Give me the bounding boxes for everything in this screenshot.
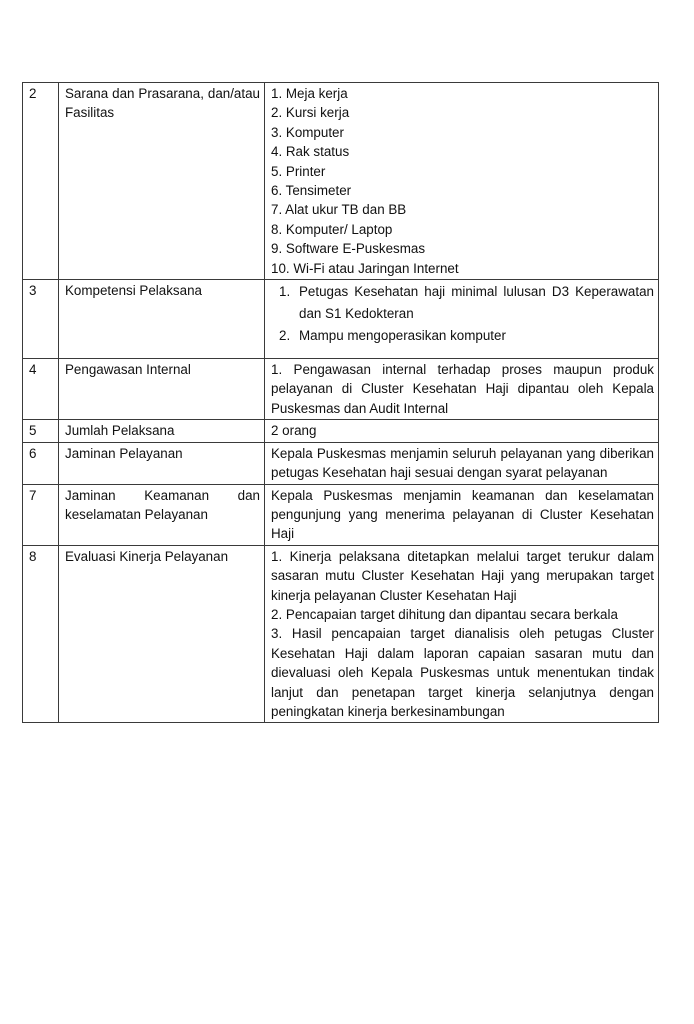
list-item: 9. Software E-Puskesmas	[271, 241, 426, 257]
row-label: Evaluasi Kinerja Pelayanan	[59, 545, 265, 723]
table-row	[23, 420, 659, 442]
list-item: 7. Alat ukur TB dan BB	[271, 202, 407, 218]
table-row	[23, 442, 659, 484]
list-item: 10. Wi-Fi atau Jaringan Internet	[271, 260, 459, 276]
paragraph: 3. Hasil pencapaian target dianalisis oleh petugas Cluster Kesehatan Haji dalam laporan capaian sasaran mutu dan dievaluasi oleh Kepala Puskesmas untuk menentukan tindak lanjut dan penetapan target kinerja selanjutnya dengan peningkatan kinerja berkesinambungan	[271, 626, 654, 719]
list-item: 6. Tensimeter	[271, 183, 352, 199]
row-content: Kepala Puskesmas menjamin keamanan dan keselamatan pengunjung yang menerima pelayanan di Cluster Kesehatan Haji	[265, 484, 659, 545]
list-item: 5. Printer	[271, 163, 326, 179]
row-label: Jaminan Keamanan dan keselamatan Pelayanan	[59, 484, 265, 545]
table-row	[23, 359, 659, 420]
row-number: 7	[23, 484, 59, 545]
list-number: 1.	[279, 284, 291, 300]
row-number: 2	[23, 83, 59, 280]
table-row	[23, 484, 659, 545]
list-number: 2.	[279, 328, 291, 344]
list-item: 3. Komputer	[271, 124, 344, 140]
row-label: Pengawasan Internal	[59, 359, 265, 420]
row-number: 4	[23, 359, 59, 420]
list-text: Mampu mengoperasikan komputer	[299, 328, 506, 344]
list-item	[271, 325, 654, 347]
list-item: 4. Rak status	[271, 144, 350, 160]
table-row	[23, 280, 659, 359]
list-item: 8. Komputer/ Laptop	[271, 221, 393, 237]
table-row	[23, 545, 659, 723]
paragraph: 2. Pencapaian target dihitung dan dipantau secara berkala	[271, 606, 618, 622]
row-label: Jaminan Pelayanan	[59, 442, 265, 484]
row-label: Kompetensi Pelaksana	[59, 280, 265, 359]
row-content	[265, 83, 659, 280]
row-label: Jumlah Pelaksana	[59, 420, 265, 442]
list-item: 2. Kursi kerja	[271, 105, 350, 121]
competency-list	[271, 281, 654, 357]
list-item: 1. Meja kerja	[271, 86, 348, 101]
row-content: 2 orang	[265, 420, 659, 442]
row-number: 5	[23, 420, 59, 442]
row-content: Kepala Puskesmas menjamin seluruh pelayanan yang diberikan petugas Kesehatan haji sesuai dengan syarat pelayanan	[265, 442, 659, 484]
row-content	[265, 545, 659, 723]
row-content: 1. Pengawasan internal terhadap proses maupun produk pelayanan di Cluster Kesehatan Haji dipantau oleh Kepala Puskesmas dan Audit Internal	[265, 359, 659, 420]
list-text: Petugas Kesehatan haji minimal lulusan D3 Keperawatan dan S1 Kedokteran	[299, 284, 654, 322]
paragraph: 1. Kinerja pelaksana ditetapkan melalui target terukur dalam sasaran mutu Cluster Kesehatan Haji yang merupakan target kinerja pelayanan Cluster Kesehatan Haji	[271, 548, 654, 603]
list-item	[271, 281, 654, 325]
row-number: 3	[23, 280, 59, 359]
row-number: 8	[23, 545, 59, 723]
service-standard-table	[22, 82, 659, 723]
row-content	[265, 280, 659, 359]
facility-list	[271, 84, 654, 278]
row-label: Sarana dan Prasarana, dan/atau Fasilitas	[59, 83, 265, 280]
row-number: 6	[23, 442, 59, 484]
table-row	[23, 83, 659, 280]
